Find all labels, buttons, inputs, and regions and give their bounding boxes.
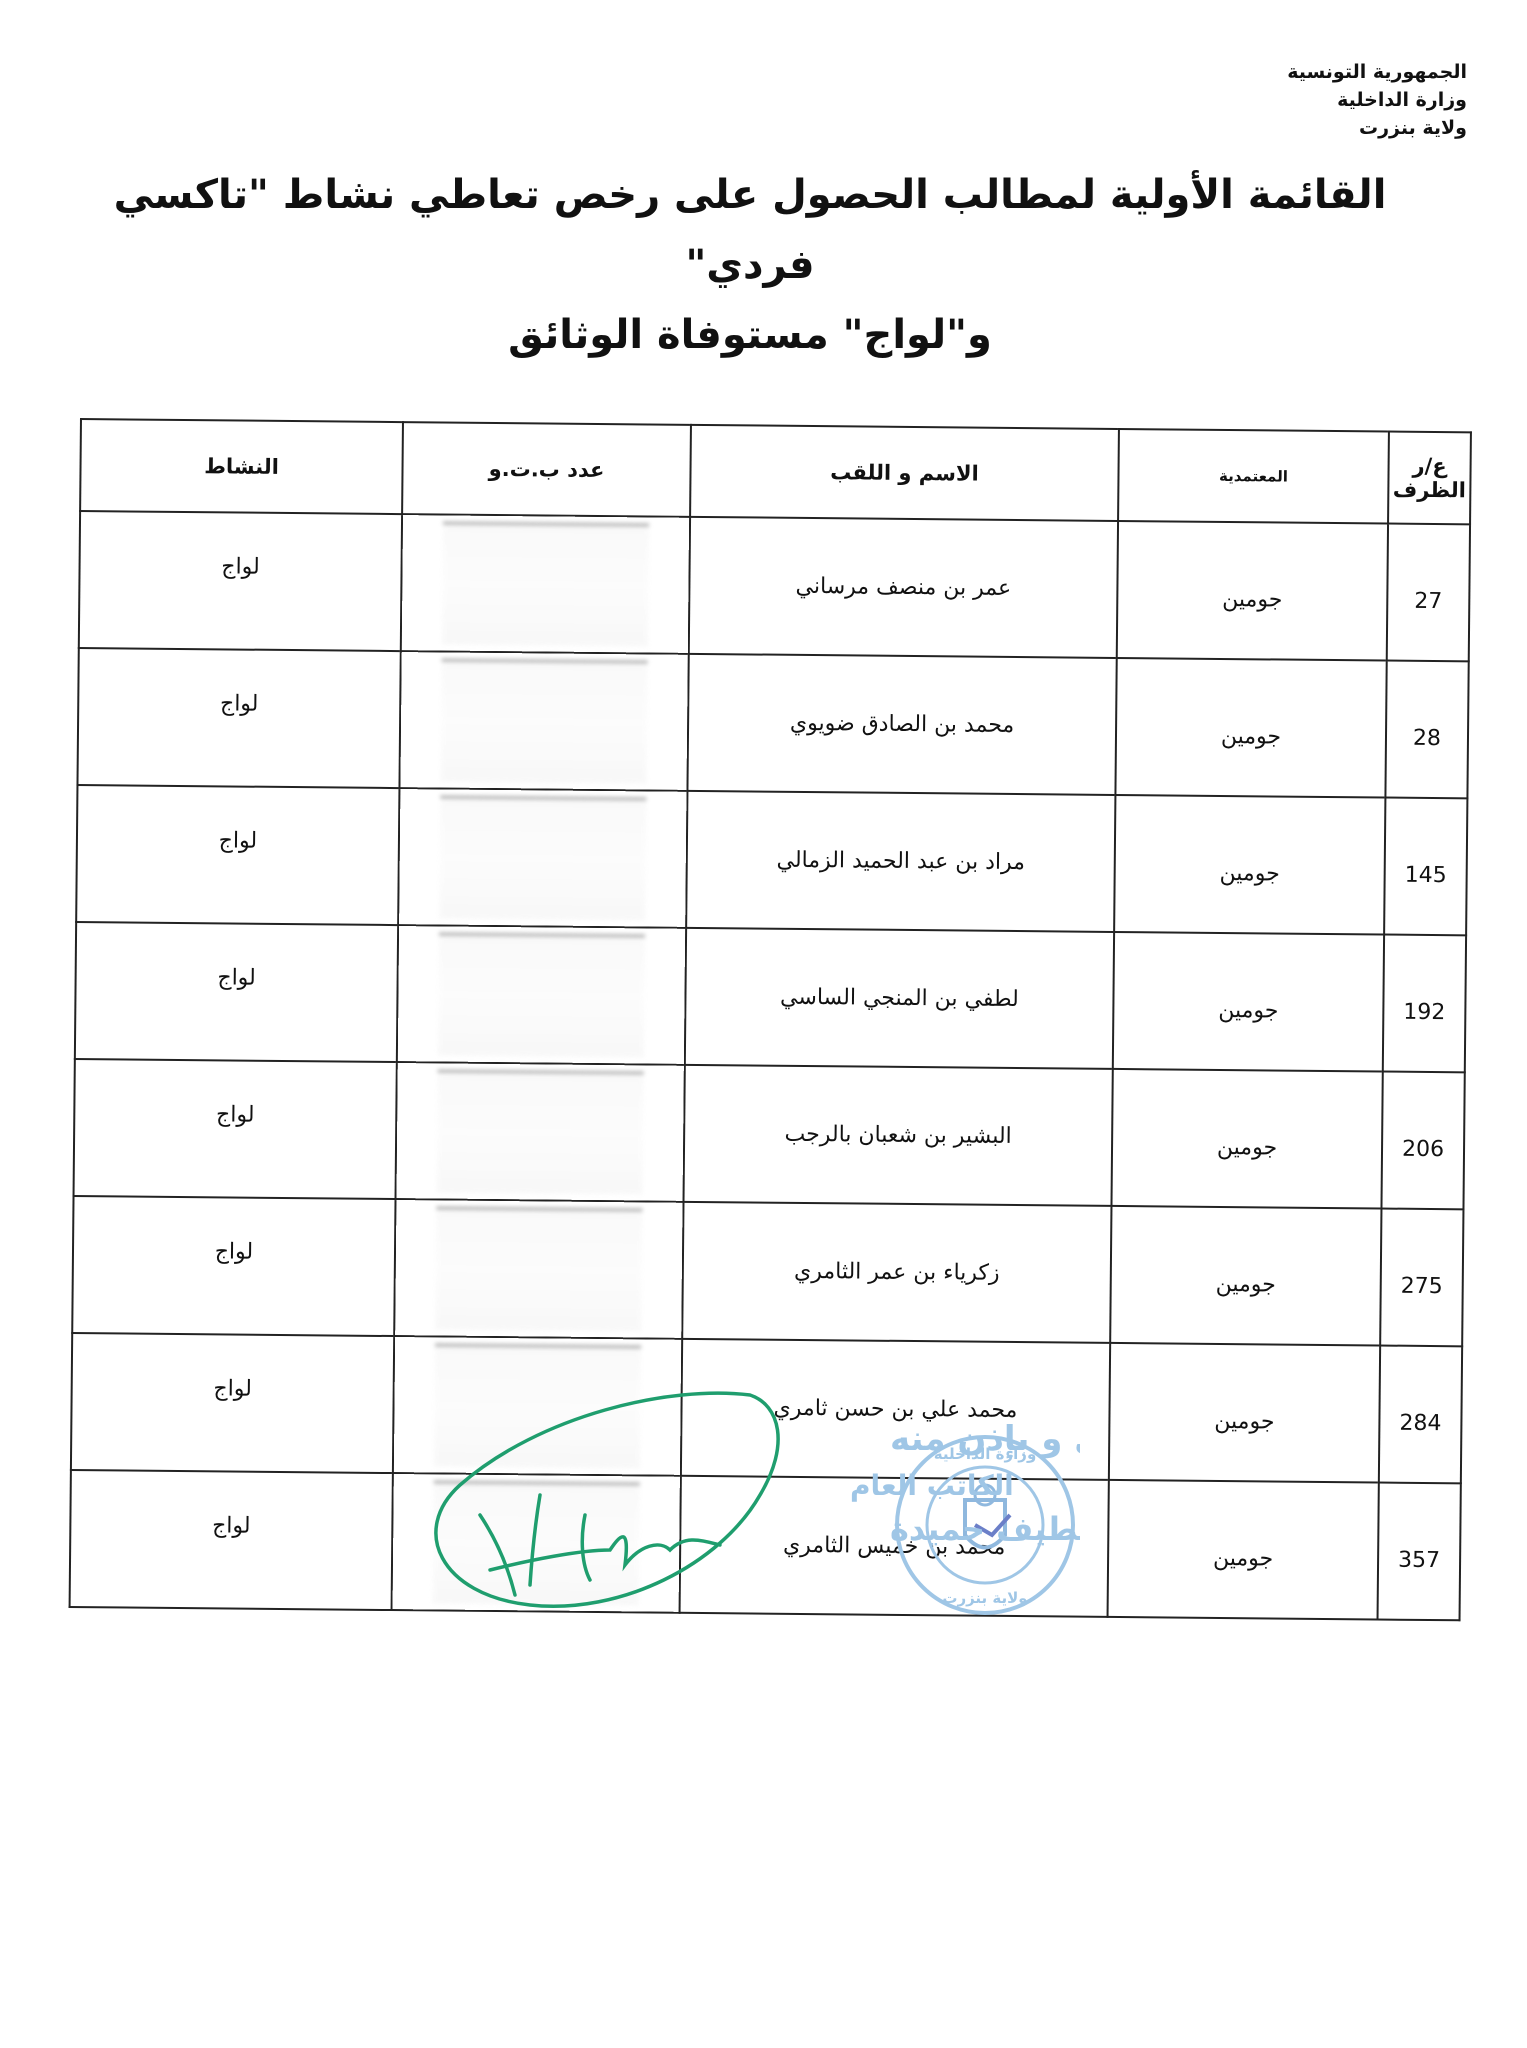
title-line-1: القائمة الأولية لمطالب الحصول على رخص تعاطي نشاط "تاكسي فردي" (113, 172, 1387, 288)
row-envelope-number: 357 (1378, 1483, 1461, 1621)
redaction-blur (439, 795, 646, 920)
stamp-text-line-2: الكاتب العام (850, 1469, 1014, 1502)
row-delegation: جومين (1115, 658, 1386, 798)
header-envelope-number: ع/ر الظرف (1388, 432, 1471, 525)
header-full-name: الاسم و اللقب (690, 425, 1119, 521)
row-activity: لواج (70, 1470, 393, 1610)
stamp-text-line-1: و بإذن منه (890, 1419, 1063, 1459)
header-line-ministry: وزارة الداخلية (1337, 89, 1467, 111)
row-activity: لواج (72, 1196, 395, 1336)
header-delegation: المعتمدية (1118, 429, 1389, 524)
redaction-blur (437, 1069, 644, 1194)
header-id-card-number: عدد ب.ت.و (402, 422, 691, 517)
signature-seal-graphic (420, 1375, 1080, 1675)
row-delegation: جومين (1114, 795, 1385, 935)
redaction-blur (441, 658, 648, 783)
row-full-name: محمد بن خميس الثامري (680, 1476, 1109, 1617)
document-title (80, 160, 1420, 370)
row-envelope-number: 284 (1379, 1346, 1462, 1484)
row-envelope-number: 206 (1381, 1072, 1464, 1210)
row-delegation: جومين (1109, 1343, 1380, 1483)
row-id-card-redacted (394, 1199, 683, 1339)
row-delegation: جومين (1113, 932, 1384, 1072)
row-id-card-redacted (398, 788, 687, 928)
issuer-header (1147, 58, 1467, 142)
row-id-card-redacted (396, 1062, 685, 1202)
row-full-name: لطفي بن المنجي الساسي (685, 928, 1114, 1069)
header-activity: النشاط (80, 419, 403, 514)
row-envelope-number: 27 (1387, 524, 1470, 662)
table-header-row (80, 419, 1471, 524)
table-row (75, 922, 1466, 1072)
signature-and-seal (420, 1375, 1080, 1675)
row-full-name: مراد بن عبد الحميد الزمالي (686, 791, 1115, 932)
table-row (74, 1059, 1465, 1209)
row-activity: لواج (71, 1333, 394, 1473)
redaction-blur (435, 1206, 642, 1331)
redaction-blur (442, 521, 649, 646)
row-full-name: عمر بن منصف مرساني (689, 517, 1118, 658)
table-row (76, 785, 1467, 935)
row-id-card-redacted (399, 651, 688, 791)
row-activity: لواج (77, 648, 400, 788)
row-activity: لواج (74, 1059, 397, 1199)
row-full-name: زكرياء بن عمر الثامري (682, 1202, 1111, 1343)
row-full-name: البشير بن شعبان بالرجب (684, 1065, 1113, 1206)
row-delegation: جومين (1110, 1206, 1381, 1346)
redaction-blur (438, 932, 645, 1057)
row-envelope-number: 145 (1384, 798, 1467, 936)
row-activity: لواج (76, 785, 399, 925)
table-row (77, 648, 1468, 798)
row-delegation: جومين (1111, 1069, 1382, 1209)
seal-bottom-text: ولاية بنزرت (942, 1589, 1028, 1607)
row-delegation: جومين (1117, 521, 1388, 661)
handwritten-signature (436, 1393, 778, 1606)
seal-top-text: وزارة الداخلية (933, 1445, 1037, 1463)
title-line-2: و"لواج" مستوفاة الوثائق (508, 312, 992, 358)
row-activity: لواج (79, 511, 402, 651)
table-row (72, 1196, 1463, 1346)
header-line-governorate: ولاية بنزرت (1359, 117, 1467, 139)
stamp-text-line-3: طيف حميدة (890, 1510, 1079, 1548)
row-full-name: محمد علي بن حسن ثامري (681, 1339, 1110, 1480)
row-envelope-number: 192 (1383, 935, 1466, 1073)
row-activity: لواج (75, 922, 398, 1062)
row-id-card-redacted (397, 925, 686, 1065)
row-full-name: محمد بن الصادق ضويوي (687, 654, 1116, 795)
table-row (79, 511, 1470, 661)
row-envelope-number: 28 (1385, 661, 1468, 799)
row-delegation: جومين (1108, 1480, 1379, 1620)
row-id-card-redacted (401, 514, 690, 654)
header-line-republic: الجمهورية التونسية (1287, 61, 1467, 83)
row-envelope-number: 275 (1380, 1209, 1463, 1347)
